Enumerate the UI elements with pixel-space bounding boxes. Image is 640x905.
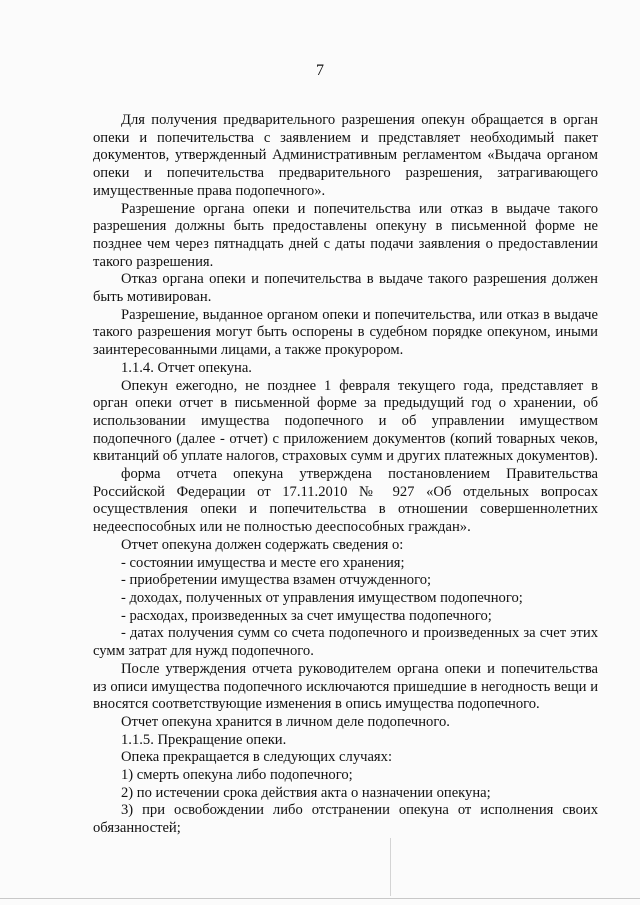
list-item: - приобретении имущества взамен отчужденного; (121, 572, 432, 589)
paragraph: Отчет опекуна должен содержать сведения о: (121, 536, 404, 553)
paragraph: Разрешение органа опеки и попечительства или отказ в выдаче такого разрешения должны быть предоставлены опекуну в письменной форме не позднее чем через пятнадцать дней с даты подачи заявления о предоставлении такого разрешения. (93, 200, 598, 270)
paragraph: После утверждения отчета руководителем органа опеки и попечительства из описи имущества подопечного исключаются пришедшие в негодность вещи и вносятся соответствующие изменения в опись имущества подопечного. (93, 660, 598, 713)
section-heading: 1.1.4. Отчет опекуна. (121, 359, 252, 376)
scan-artifact (0, 898, 640, 899)
paragraph: Для получения предварительного разрешения опекун обращается в орган опеки и попечительства с заявлением и представляет необходимый пакет документов, утвержденный Административным регламентом «Выдача органом опеки и попечительства предварительного разрешения, затрагивающего имущественные права подопечного». (93, 112, 598, 199)
section-heading: 1.1.5. Прекращение опеки. (121, 731, 287, 748)
paragraph: форма отчета опекуна утверждена постановлением Правительства Российской Федерации от 17.11.2010 № 927 «Об отдельных вопросах осуществления опеки и попечительства в отношении совершеннолетних недееспособных или не полностью дееспособных граждан». (93, 466, 598, 536)
list-item: - доходах, полученных от управления имуществом подопечного; (121, 589, 523, 606)
document-body (93, 112, 598, 838)
paragraph: Опека прекращается в следующих случаях: (121, 749, 392, 766)
page-number: 7 (316, 62, 324, 79)
list-item: 2) по истечении срока действия акта о назначении опекуна; (121, 784, 491, 801)
list-item: - датах получения сумм со счета подопечного и произведенных за счет этих сумм затрат для нужд подопечного. (93, 625, 598, 660)
scan-artifact (390, 838, 391, 896)
paragraph: Отказ органа опеки и попечительства в выдаче такого разрешения должен быть мотивирован. (93, 271, 598, 306)
paragraph: Отчет опекуна хранится в личном деле подопечного. (121, 713, 450, 730)
paragraph: Опекун ежегодно, не позднее 1 февраля текущего года, представляет в орган опеки отчет в письменной форме за предыдущий год о хранении, об использовании имущества подопечного и об управлении имуществом подопечного (далее - отчет) с приложением документов (копий товарных чеков, квитанций об уплате налогов, страховых сумм и других платежных документов). (93, 377, 599, 465)
list-item: 3) при освобождении либо отстранении опекуна от исполнения своих обязанностей; (93, 802, 598, 837)
list-item: 1) смерть опекуна либо подопечного; (121, 767, 353, 784)
paragraph: Разрешение, выданное органом опеки и попечительства, или отказ в выдаче такого разрешения могут быть оспорены в судебном порядке опекуном, иными заинтересованными лицами, а также прокурором. (93, 306, 598, 359)
list-item: - расходах, произведенных за счет имущества подопечного; (121, 607, 492, 624)
list-item: - состоянии имущества и месте его хранения; (121, 554, 405, 571)
